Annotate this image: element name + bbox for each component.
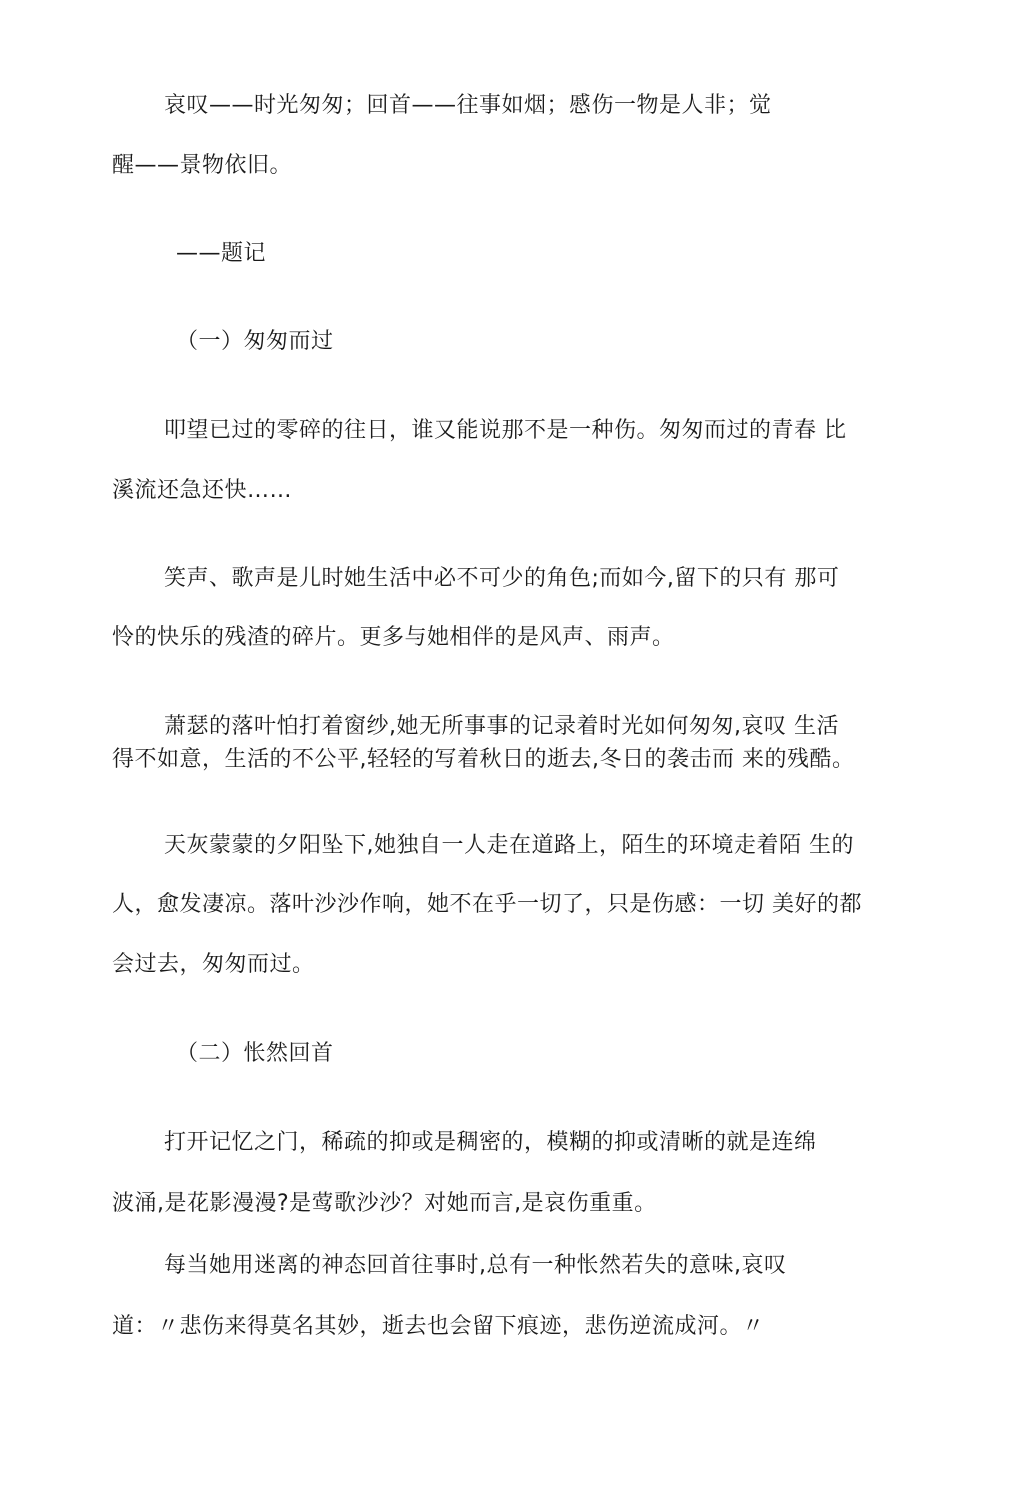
section-1-paragraph-3-line-2: 得不如意，生活的不公平,轻轻的写着秋日的逝去,冬日的袭击而 来的残酷。 bbox=[112, 747, 855, 772]
section-1-paragraph-3-line-1: 萧瑟的落叶怕打着窗纱,她无所事事的记录着时光如何匆匆,哀叹 生活 bbox=[164, 714, 839, 739]
section-1-paragraph-1-line-2: 溪流还急还快…… bbox=[112, 478, 293, 503]
section-1-paragraph-4-line-1: 天灰蒙蒙的夕阳坠下,她独自一人走在道路上，陌生的环境走着陌 生的 bbox=[164, 833, 854, 858]
section-2-heading: （二）怅然回首 bbox=[176, 1041, 334, 1066]
section-2-paragraph-1-line-1: 打开记忆之门，稀疏的抑或是稠密的，模糊的抑或清晰的就是连绵 bbox=[164, 1130, 817, 1155]
section-1-paragraph-4-line-3: 会过去，匆匆而过。 bbox=[112, 952, 315, 977]
section-1-heading: （一）匆匆而过 bbox=[176, 329, 334, 354]
section-2-paragraph-2-line-2: 道：〃悲伤来得莫名其妙，逝去也会留下痕迹，悲伤逆流成河。〃 bbox=[112, 1314, 765, 1339]
section-1-paragraph-2-line-2: 怜的快乐的残渣的碎片。更多与她相伴的是风声、雨声。 bbox=[112, 625, 675, 650]
section-2-paragraph-1-line-2: 波涌,是花影漫漫?是莺歌沙沙？对她而言,是哀伤重重。 bbox=[112, 1191, 657, 1216]
epigraph-line-2: 醒——景物依旧。 bbox=[112, 153, 293, 178]
section-1-paragraph-1-line-1: 叩望已过的零碎的往日，谁又能说那不是一种伤。匆匆而过的青春 比 bbox=[164, 418, 847, 443]
epigraph-line-1: 哀叹——时光匆匆；回首——往事如烟；慼伤一物是人非；觉 bbox=[164, 93, 772, 118]
section-1-paragraph-2-line-1: 笑声、歌声是儿时她生活中必不可少的角色;而如今,留下的只有 那可 bbox=[164, 566, 840, 591]
section-1-paragraph-4-line-2: 人，愈发凄凉。落叶沙沙作响，她不在乎一切了，只是伤感：一切 美好的都 bbox=[112, 892, 862, 917]
epigraph-attribution: ——题记 bbox=[176, 241, 267, 266]
section-2-paragraph-2-line-1: 每当她用迷离的神态回首往事时,总有一种怅然若失的意味,哀叹 bbox=[164, 1253, 787, 1278]
